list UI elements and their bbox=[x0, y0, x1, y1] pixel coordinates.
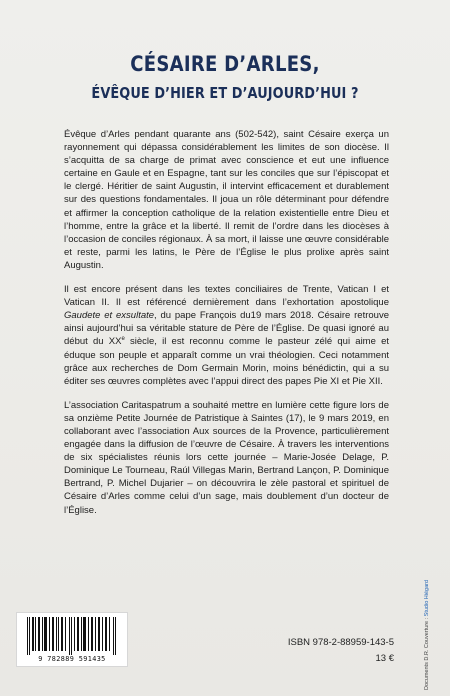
paragraph-2-part-c: siècle, il est reconnu comme le pasteur zélé qui aime et éduque son peuple et apparaît comme un vrai théologien. Ceci notamment grâce aux recherches de Dom Germain Morin, moins bénédictin, qui a su éditer ses œuvres complètes avec l’appui direct des papes Pie XI et Pie XII. bbox=[64, 336, 389, 387]
isbn-label: ISBN 978-2-88959-143-5 bbox=[287, 637, 394, 648]
cover-credit-prefix: Documents D.R. Couverture : bbox=[424, 616, 430, 690]
description-paragraph-1: Évêque d’Arles pendant quarante ans (502-542), saint Césaire exerça un rayonnement qui dépassa considérablement les limites de son diocèse. Il s’acquitta de sa charge de primat avec conscience et eut une influence certaine en Gaule et en Espagne, tant sur les conciles que sur l’épiscopat et le clergé. Héritier de saint Augustin, il intervint efficacement et durablement sur des questions fondamentales. Il joua un rôle déterminant pour défendre et affirmer la conception catholique de la relation existentielle entre Dieu et l’homme, entre la grâce et la liberté. Il remit de l’ordre dans les diocèses à l’occasion de conciles régionaux. À sa mort, il laisse une œuvre considérable et reste, parmi les latins, le Père de l’Église le plus prolixe après saint Augustin. bbox=[64, 129, 389, 271]
description-paragraph-2 bbox=[64, 283, 389, 388]
century-superscript: e bbox=[121, 336, 125, 343]
book-subtitle: ÉVÊQUE D’HIER ET D’AUJOURD’HUI ? bbox=[91, 84, 359, 102]
studio-credit: Studio Hiégard bbox=[424, 579, 430, 617]
apostolic-exhortation-title: Gaudete et exsultate bbox=[64, 310, 155, 322]
century-roman-numeral: XX bbox=[108, 336, 122, 348]
back-cover-description bbox=[64, 128, 389, 517]
barcode-number: 9 782889 591435 bbox=[38, 655, 106, 663]
paragraph-2-part-b: , du pape François du19 mars 2018. Césaire retrouve ainsi aujourd’hui sa véritable stature de Père de l’Église. De quasi ignoré au début du bbox=[64, 310, 389, 348]
description-paragraph-3: L’association Caritaspatrum a souhaité mettre en lumière cette figure lors de sa onzième Petite Journée de Patristique à Saintes (17), le 9 mars 2019, en collaborant avec l’association Aux sources de la Provence, particulièrement engagée dans la diffusion de l’œuvre de Césaire. À travers les interventions de six spécialistes réunis lors cette journée – Marie-Josée Delage, P. Dominique Le Tourneau, Raúl Villegas Marin, Bertrand Lançon, P. Dominique Bertrand, P. Michel Dujarier – on découvrira le zèle pastoral et spirituel de Césaire d’Arles comme celui d’un sage, mais doublement d’un docteur de l’Église. bbox=[64, 399, 389, 516]
cover-title-block bbox=[0, 52, 450, 102]
price-label: 13 € bbox=[375, 653, 394, 664]
barcode-panel bbox=[16, 612, 128, 667]
paragraph-2-part-a: Il est encore présent dans les textes conciliaires de Trente, Vatican I et Vatican II. Il est référencé dernièrement dans l’exhortation apostolique bbox=[64, 284, 389, 309]
ean-barcode bbox=[25, 617, 119, 655]
book-title: CÉSAIRE D’ARLES, bbox=[130, 52, 320, 76]
cover-credit bbox=[424, 579, 434, 690]
